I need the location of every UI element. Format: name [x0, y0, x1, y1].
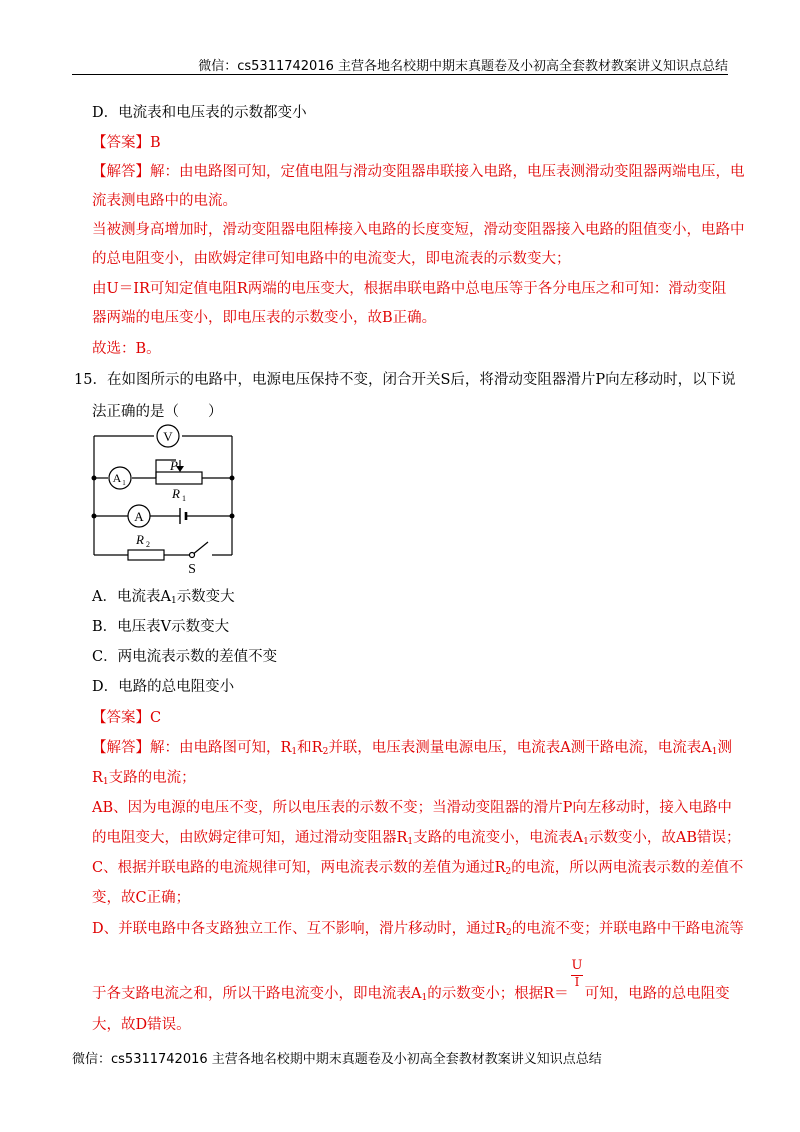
fraction-denominator: I — [574, 975, 580, 989]
prev-analysis-line: 【解答】解：由电路图可知，定值电阻与滑动变阻器串联接入电路，电压表测滑动变阻器两端电压，电 — [92, 164, 745, 180]
junction-node — [92, 476, 97, 481]
analysis-line: 的电阻变大，由欧姆定律可知，通过滑动变阻器$R_1$支路的电流变小，电流表$A_1$示数变小，故AB错误； — [92, 830, 741, 847]
prev-analysis-line: 的总电阻变小，由欧姆定律可知电路中的电流变大，即电流表的示数变大； — [92, 251, 571, 267]
slider-p-label: P — [170, 458, 178, 473]
question-stem: 15．在如图所示的电路中，电源电压保持不变，闭合开关S后，将滑动变阻器滑片P向左移动时，以下说 — [74, 372, 736, 388]
ammeter-a1-sub: 1 — [122, 479, 126, 487]
option-c: C．两电流表示数的差值不变 — [92, 649, 278, 665]
option-a: A．电流表$A_1$示数变大 — [92, 589, 235, 606]
answer: 【答案】C — [92, 710, 162, 726]
r2-sub: 2 — [146, 540, 150, 549]
junction-node — [92, 514, 97, 519]
prev-analysis-line: 当被测身高增加时，滑动变阻器电阻棒接入电路的长度变短，滑动变阻器接入电路的阻值变小，电路中 — [92, 222, 745, 238]
prev-analysis-line: 由U＝IR可知定值电阻R两端的电压变大，根据串联电路中总电压等于各分电压之和可知：滑动变阻 — [92, 281, 727, 297]
circuit-diagram — [88, 420, 248, 580]
question-stem-cont: 法正确的是（ ） — [92, 404, 223, 420]
analysis-line: D、并联电路中各支路独立工作、互不影响，滑片移动时，通过$R_2$的电流不变；并联电路中干路电流等 — [92, 921, 744, 938]
page-header: 微信：cs5311742016 主营各地名校期中期末真题卷及小初高全套教材教案讲义知识点总结 — [198, 59, 728, 74]
analysis-line: C、根据并联电路的电流规律可知，两电流表示数的差值为通过$R_2$的电流，所以两电流表示数的差值不 — [92, 860, 744, 877]
r1-label: R — [172, 486, 180, 501]
analysis-line: 变，故C正确； — [92, 890, 191, 906]
analysis-line: 大，故D错误。 — [92, 1017, 191, 1033]
option-b: B．电压表V示数变大 — [92, 619, 230, 635]
junction-node — [230, 514, 235, 519]
analysis-line: $R_1$支路的电流； — [92, 770, 196, 787]
switch-s-label: S — [188, 562, 196, 577]
junction-node — [230, 476, 235, 481]
voltmeter-label: V — [163, 429, 173, 444]
prev-analysis-line: 流表测电路中的电流。 — [92, 193, 237, 209]
r2-label: R — [136, 532, 144, 547]
r1-sub: 1 — [182, 494, 186, 503]
prev-analysis-line: 故选：B。 — [92, 341, 161, 357]
header-rule — [72, 74, 728, 75]
page-footer: 微信：cs5311742016 主营各地名校期中期末真题卷及小初高全套教材教案讲义知识点总结 — [72, 1052, 602, 1067]
analysis-line: 【解答】解：由电路图可知，$R_1$和$R_2$并联，电压表测量电源电压，电流表A测干路电流，电流表$A_1$测 — [92, 740, 732, 757]
ammeter-a-label: A — [134, 509, 144, 524]
analysis-line: 于各支路电流之和，所以干路电流变小，即电流表$A_1$的示数变小；根据R＝ 可知，电路的总电阻变 — [92, 986, 730, 1003]
prev-analysis-line: 器两端的电压变小，即电压表的示数变小，故B正确。 — [92, 310, 437, 326]
switch-contact — [190, 553, 195, 558]
prev-option-d: D．电流表和电压表的示数都变小 — [92, 105, 307, 121]
fraction-numerator: U — [571, 958, 583, 973]
ammeter-a1-label: A — [112, 471, 122, 485]
prev-answer: 【答案】B — [92, 135, 161, 151]
analysis-line: AB、因为电源的电压不变，所以电压表的示数不变；当滑动变阻器的滑片P向左移动时，接入电路中 — [92, 800, 732, 816]
option-d: D．电路的总电阻变小 — [92, 679, 235, 695]
